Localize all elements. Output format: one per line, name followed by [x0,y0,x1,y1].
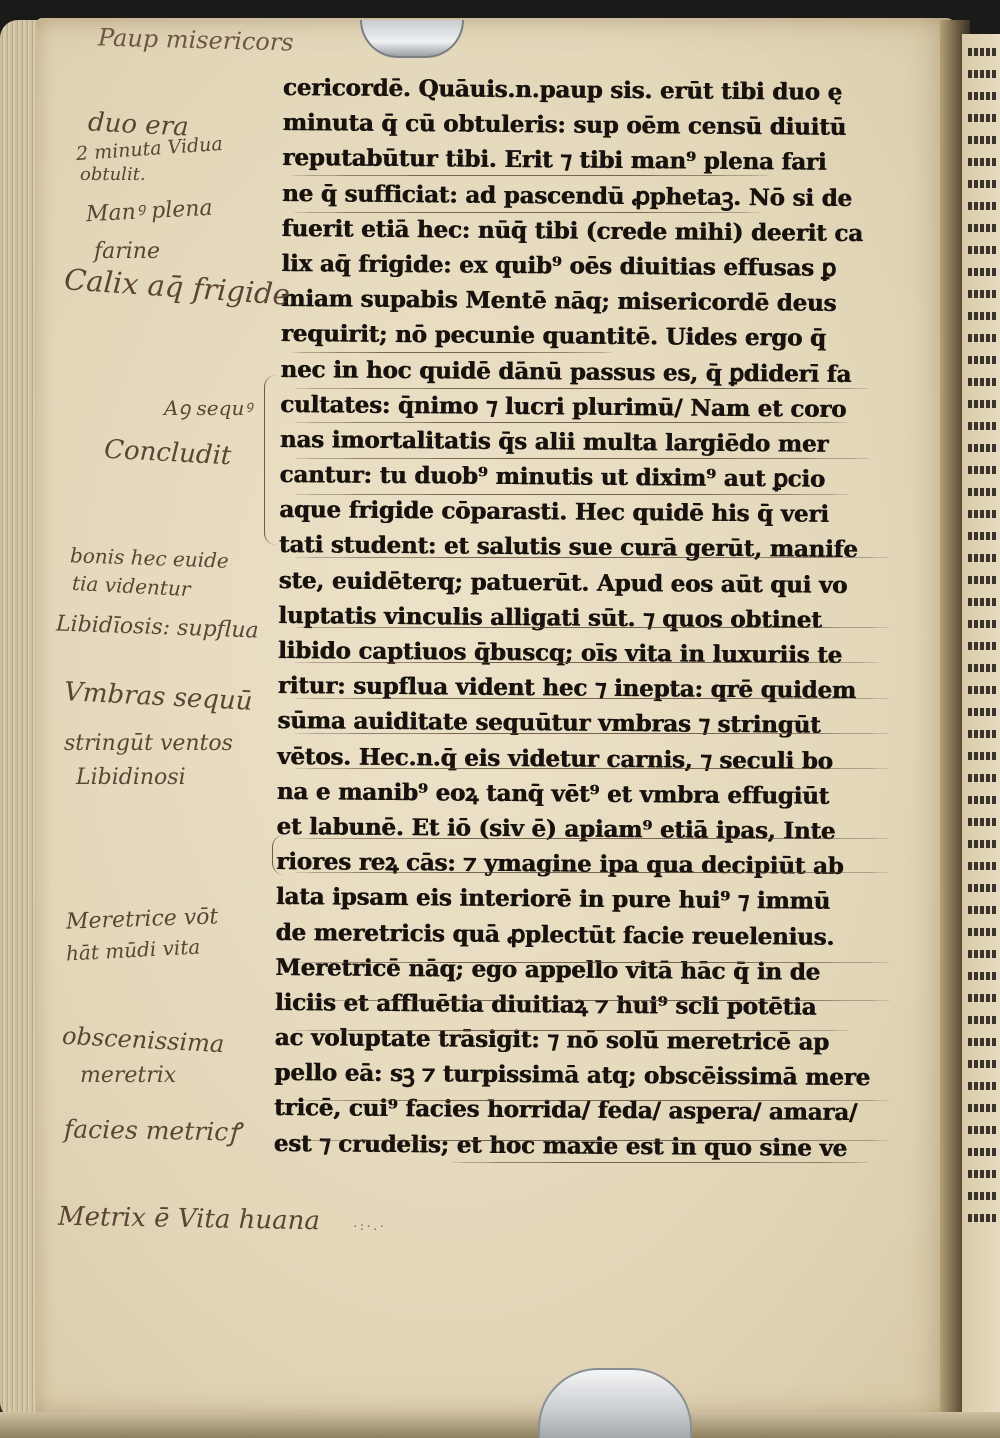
margin-note: Manꝰ plena [85,195,214,228]
margin-note: 2 minuta Vidua [75,132,224,166]
margin-note: Calix aq̄ frigide [63,262,292,312]
printed-line: reputabūtur tibi. Erit ⁊ tibi man⁹ plena fari [282,144,827,177]
margin-note: farine [94,239,160,264]
printed-line: ritur: supflua vident hec ⁊ inepta: qrē quidem [277,672,856,705]
underline-mark [292,662,882,663]
printed-line: ac voluptate trāsigit: ⁊ nō solū meretricē ap [274,1024,829,1056]
underline-mark [292,388,872,389]
printed-line: sūma auiditate sequūtur vmbras ⁊ stringūt [277,707,821,740]
printed-line: cericordē. Quāuis.n.paup sis. erūt tibi duo ę [282,73,842,106]
printed-line: cultates: q̄nimo ⁊ lucri plurimū/ Nam et coro [279,390,847,423]
margin-note: facies metricꝭ [63,1114,241,1147]
margin-note: obtulit. [80,164,146,185]
printed-line: na e manib⁹ eoꝝ tanq̄ vēt⁹ et vmbra effugiūt [276,777,830,810]
margin-note: stringūt ventos [64,731,233,756]
printed-line: tati student: et salutis sue curā gerūt, manife [278,531,858,564]
printed-line: tricē, cui⁹ facies horrida/ feda/ aspera/ amara/ [273,1094,858,1127]
underline-mark [292,422,852,423]
underline-mark [292,557,892,558]
printed-line: lix aq̄ frigide: ex quib⁹ oēs diuitias effusas ꝑ [281,249,837,282]
printed-line: cantur: tu duob⁹ minutis ut dixim⁹ aut ꝑcio [279,461,826,493]
underline-mark [292,458,872,459]
margin-note: Concludit [103,434,233,472]
printed-line: riores reꝝ cās: ⁊ ymagine ipa qua decipiūt ab [275,848,844,881]
printed-line: lata ipsam eis interiorē in pure hui⁹ ⁊ immū [275,883,831,916]
printed-line: nec in hoc quidē dānū passus es, q̄ ꝑdiderī fa [280,355,852,388]
header-annotation: Paup misericors [97,23,294,57]
margin-note: Aꝯ sequꝰ [164,396,252,420]
printed-line: libido captiuos q̄buscq; oīs vita in luxuriis te [277,636,842,669]
printed-text-block [273,70,902,1166]
printed-line: fuerit etiā hec: nūq̄ tibi (crede mihi) deerit ca [281,214,863,247]
underline-mark [292,1100,892,1101]
margin-note: hāt mūdi vita [65,934,201,966]
margin-note: meretrix [80,1063,177,1088]
underline-mark [292,627,892,628]
printed-line: et labunē. Et iō (siv ē) apiam⁹ etiā ipas, Inte [276,812,836,845]
printed-line: nas imortalitatis q̄s alii multa largiēdo mer [279,425,829,458]
underline-mark [292,494,852,495]
margin-note: Libidinosi [76,765,186,790]
margin-note: obscenissima [61,1021,225,1059]
printed-line: miam supabis Mentē nāq; misericordē deus [280,285,837,317]
facing-page-text [962,48,1000,1222]
printed-line: aque frigide cōparasti. Hec quidē his q̄ veri [279,496,829,529]
printed-line: Meretricē nāq; ego appello vitā hāc q̄ in de [275,953,820,986]
printed-line: liciis et affluētia diuitiaꝝ ⁊ hui⁹ scli potētia [274,988,817,1021]
printed-line: ne q̄ sufficiat: ad pascendū ꝓphetaꝫ. Nō si de [281,179,852,212]
facing-page [962,34,1000,1414]
printed-line: luptatis vinculis alligati sūt. ⁊ quos obtinet [278,601,822,634]
printed-line: est ⁊ crudelis; et hoc maxie est in quo sine ve [273,1129,848,1162]
printed-line: minuta q̄ cū obtuleris: sup oēm censū diuitū [282,109,847,142]
printed-line: vētos. Hec.n.q̄ eis videtur carnis, ⁊ seculi bo [276,742,833,775]
margin-note: Libidīosis: supflua [55,611,260,644]
underline-mark [292,698,892,699]
underline-mark [292,1030,852,1031]
bottom-margin-note: Metrix ē Vita huana [57,1201,321,1237]
ink-speckles: ·:·.· [352,1220,386,1233]
margin-note: Vmbras sequū [63,677,254,717]
underline-mark [292,733,892,734]
printed-line: de meretricis quā ꝓplectūt facie reuelenius. [275,918,835,951]
printed-line: requirit; nō pecunie quantitē. Uides ergo q̄ [280,320,826,353]
margin-note: Meretrice vōt [65,904,219,935]
underline-mark [292,768,892,769]
underline-mark [292,872,892,873]
underline-mark [292,1140,892,1141]
underline-mark [290,175,770,176]
margin-bracket [264,375,279,545]
printed-line: ste, euidēterq; patuerūt. Apud eos aūt qui vo [278,566,848,599]
underline-mark [450,1162,870,1163]
page-block-bottom [0,1412,1000,1438]
underline-mark [292,838,892,839]
printed-line: pello eā: sꝫ ⁊ turpissimā atq; obscēissimā mere [274,1059,871,1092]
margin-note: tia videntur [71,570,191,602]
underline-mark [292,1000,892,1001]
underline-mark [292,962,892,963]
margin-note: bonis hec euide [69,543,230,573]
margin-bracket [272,835,287,875]
margin-note: duo era [87,107,190,143]
underline-mark [292,352,612,353]
